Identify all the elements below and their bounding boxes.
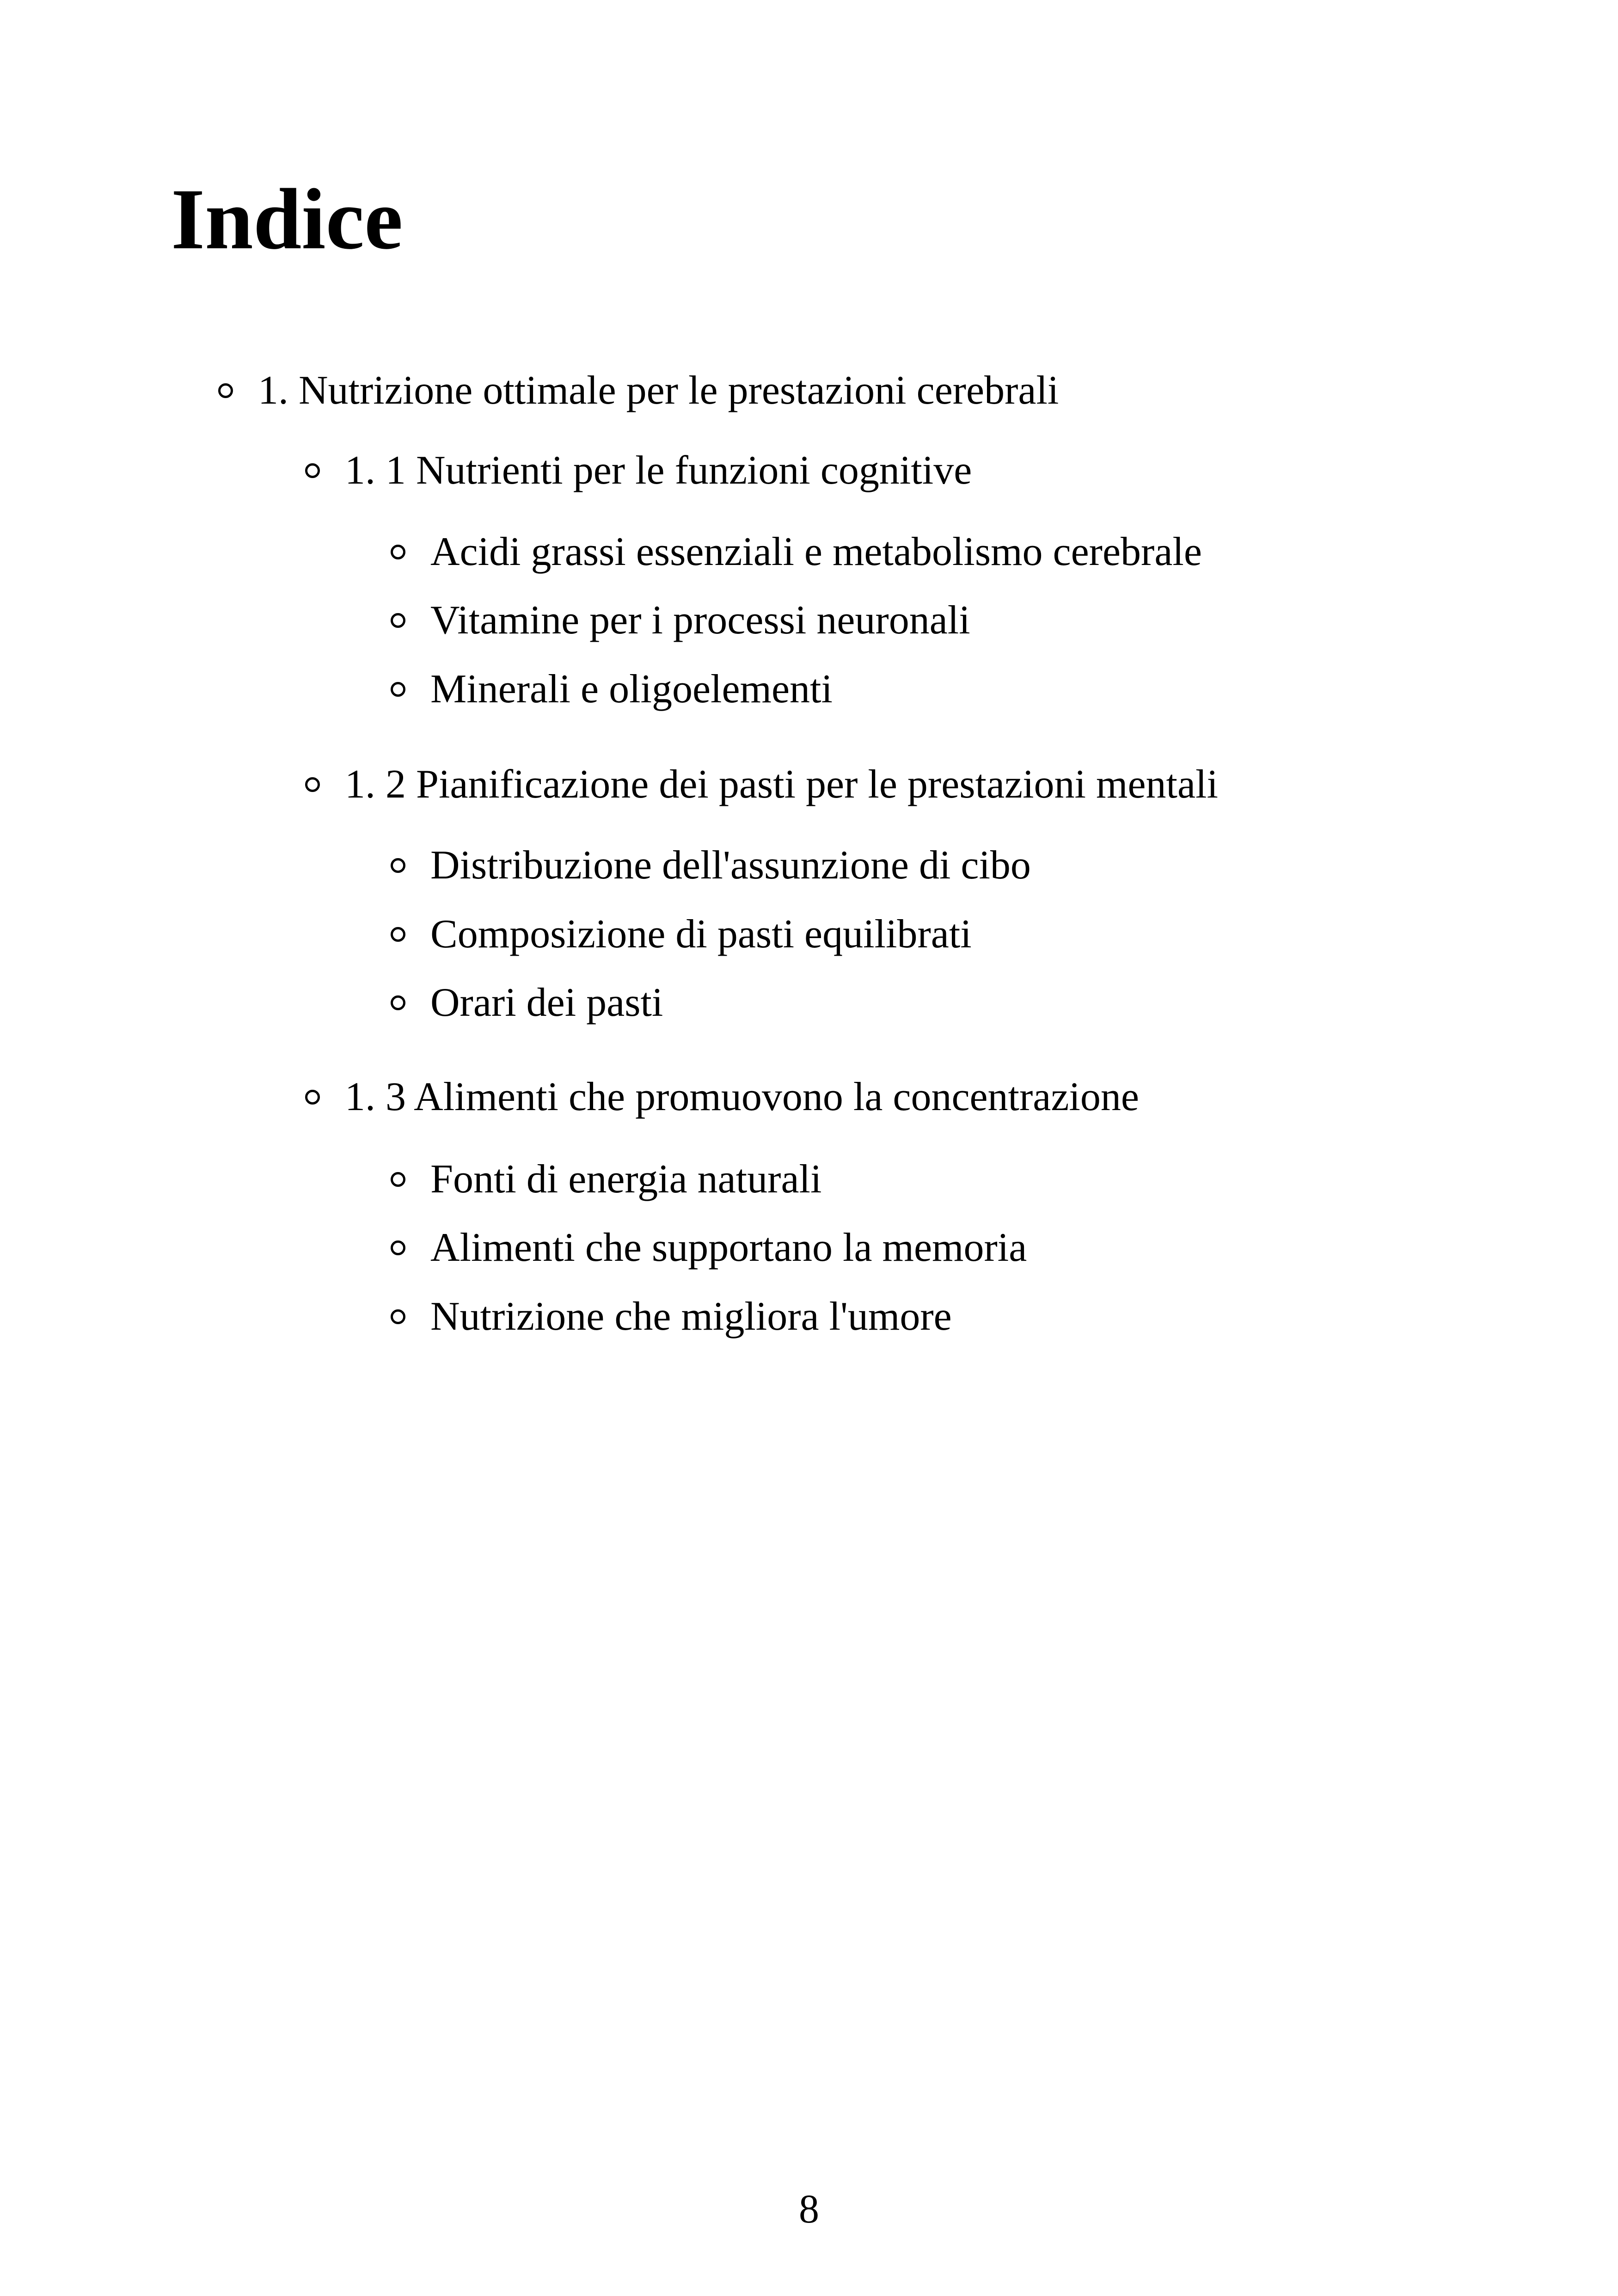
toc-item[interactable] <box>391 907 972 962</box>
toc-section-label: 1. 1 Nutrienti per le funzioni cognitive <box>345 448 972 493</box>
page-title: Indice <box>171 171 403 267</box>
circle-bullet-icon <box>305 463 320 478</box>
toc-item[interactable] <box>391 524 1202 580</box>
circle-bullet-icon <box>391 613 405 628</box>
circle-bullet-icon <box>391 1309 405 1324</box>
toc-chapter-label: 1. Nutrizione ottimale per le prestazioni cerebrali <box>258 368 1059 413</box>
toc-item[interactable] <box>391 1220 1027 1276</box>
toc-item-label: Fonti di energia naturali <box>430 1157 822 1202</box>
toc-section-label: 1. 3 Alimenti che promuovono la concentrazione <box>345 1074 1139 1119</box>
toc-chapter-1[interactable] <box>218 363 1059 418</box>
toc-item[interactable] <box>391 838 1031 893</box>
circle-bullet-icon <box>305 1090 320 1105</box>
circle-bullet-icon <box>391 927 405 942</box>
toc-item-label: Alimenti che supportano la memoria <box>430 1225 1027 1270</box>
page-number: 8 <box>799 2187 819 2232</box>
circle-bullet-icon <box>391 545 405 559</box>
circle-bullet-icon <box>391 1240 405 1255</box>
circle-bullet-icon <box>305 777 320 792</box>
toc-item-label: Acidi grassi essenziali e metabolismo cerebrale <box>430 529 1202 574</box>
toc-section-1-3[interactable] <box>305 1069 1139 1125</box>
toc-section-1-1[interactable] <box>305 443 972 498</box>
circle-bullet-icon <box>391 858 405 873</box>
toc-item[interactable] <box>391 975 663 1031</box>
toc-item-label: Minerali e oligoelementi <box>430 667 833 712</box>
toc-section-1-2[interactable] <box>305 757 1218 812</box>
toc-item-label: Orari dei pasti <box>430 980 663 1025</box>
circle-bullet-icon <box>391 995 405 1010</box>
toc-item[interactable] <box>391 1152 821 1207</box>
circle-bullet-icon <box>218 383 233 398</box>
toc-item-label: Vitamine per i processi neuronali <box>430 598 970 643</box>
toc-item-label: Distribuzione dell'assunzione di cibo <box>430 843 1031 888</box>
toc-item-label: Composizione di pasti equilibrati <box>430 912 972 957</box>
toc-item-label: Nutrizione che migliora l'umore <box>430 1294 952 1339</box>
toc-item[interactable] <box>391 1289 952 1344</box>
circle-bullet-icon <box>391 682 405 697</box>
toc-item[interactable] <box>391 662 833 717</box>
circle-bullet-icon <box>391 1172 405 1187</box>
toc-item[interactable] <box>391 593 970 648</box>
toc-section-label: 1. 2 Pianificazione dei pasti per le prestazioni mentali <box>345 762 1218 807</box>
